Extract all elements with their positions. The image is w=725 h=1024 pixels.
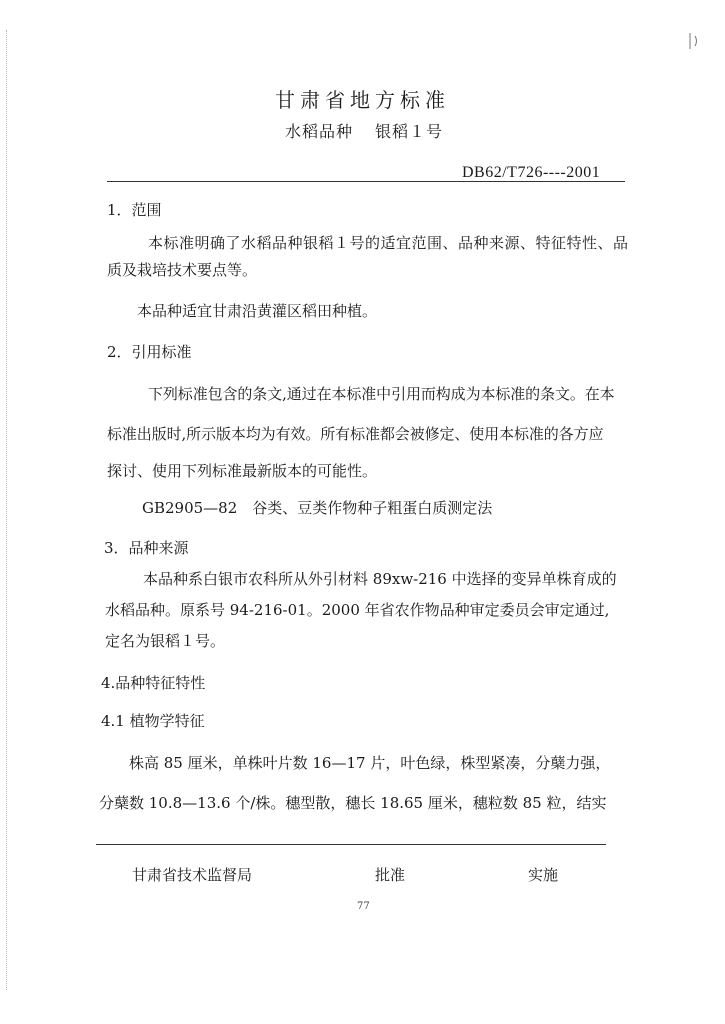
paragraph-line: 本品种系白银市农科所从外引材料 89xw-216 中选择的变异单株育成的: [143, 570, 617, 588]
variety-label: 水稻品种: [285, 122, 354, 141]
paragraph-line: 探讨、使用下列标准最新版本的可能性。: [107, 462, 378, 480]
reference-standard: GB2905—82 谷类、豆类作物种子粗蛋白质测定法: [142, 499, 493, 517]
paragraph-line: 株高 85 厘米，单株叶片数 16—17 片，叶色绿，株型紧凑，分蘖力强，: [129, 754, 611, 772]
approve-label: 批准: [375, 866, 406, 884]
section-heading: 2．引用标准: [107, 343, 192, 361]
section-heading: 3．品种来源: [104, 539, 189, 557]
paragraph-line: 本标准明确了水稻品种银稻１号的适宜范围、品种来源、特征特性、品: [148, 234, 629, 252]
scan-edge-left: [6, 30, 9, 990]
paragraph-line: 质及栽培技术要点等。: [107, 261, 258, 279]
section-heading: 1．范围: [107, 201, 162, 219]
paragraph-line: 水稻品种。原系号 94-216-01。2000 年省农作物品种审定委员会审定通过,: [105, 601, 610, 619]
section-heading: 4.品种特征特性: [101, 674, 206, 692]
subsection-heading: 4.1 植物学特征: [101, 712, 205, 730]
scan-mark-top-right: [686, 30, 700, 52]
implement-label: 实施: [528, 866, 559, 884]
standard-number: DB62/T726----2001: [462, 164, 601, 181]
paragraph-line: 标准出版时,所示版本均为有效。所有标准都会被修定、使用本标准的各方应: [107, 425, 604, 443]
document-subtitle: [285, 119, 443, 142]
variety-name: 银稻１号: [375, 122, 444, 141]
footer-rule: [96, 844, 606, 845]
document-title: 甘肃省地方标准: [275, 88, 450, 112]
page-number: 77: [357, 901, 370, 912]
paragraph-line: 分蘖数 10.8—13.6 个/株。穗型散，穗长 18.65 厘米，穗粒数 85 粒，结实: [99, 794, 607, 812]
paragraph-line: 定名为银稻１号。: [105, 632, 226, 650]
paragraph-line: 本品种适宜甘肃沿黄灌区稻田种植。: [137, 302, 378, 320]
issuer: 甘肃省技术监督局: [132, 866, 253, 884]
paragraph-line: 下列标准包含的条文,通过在本标准中引用而构成为本标准的条文。在本: [148, 385, 615, 403]
